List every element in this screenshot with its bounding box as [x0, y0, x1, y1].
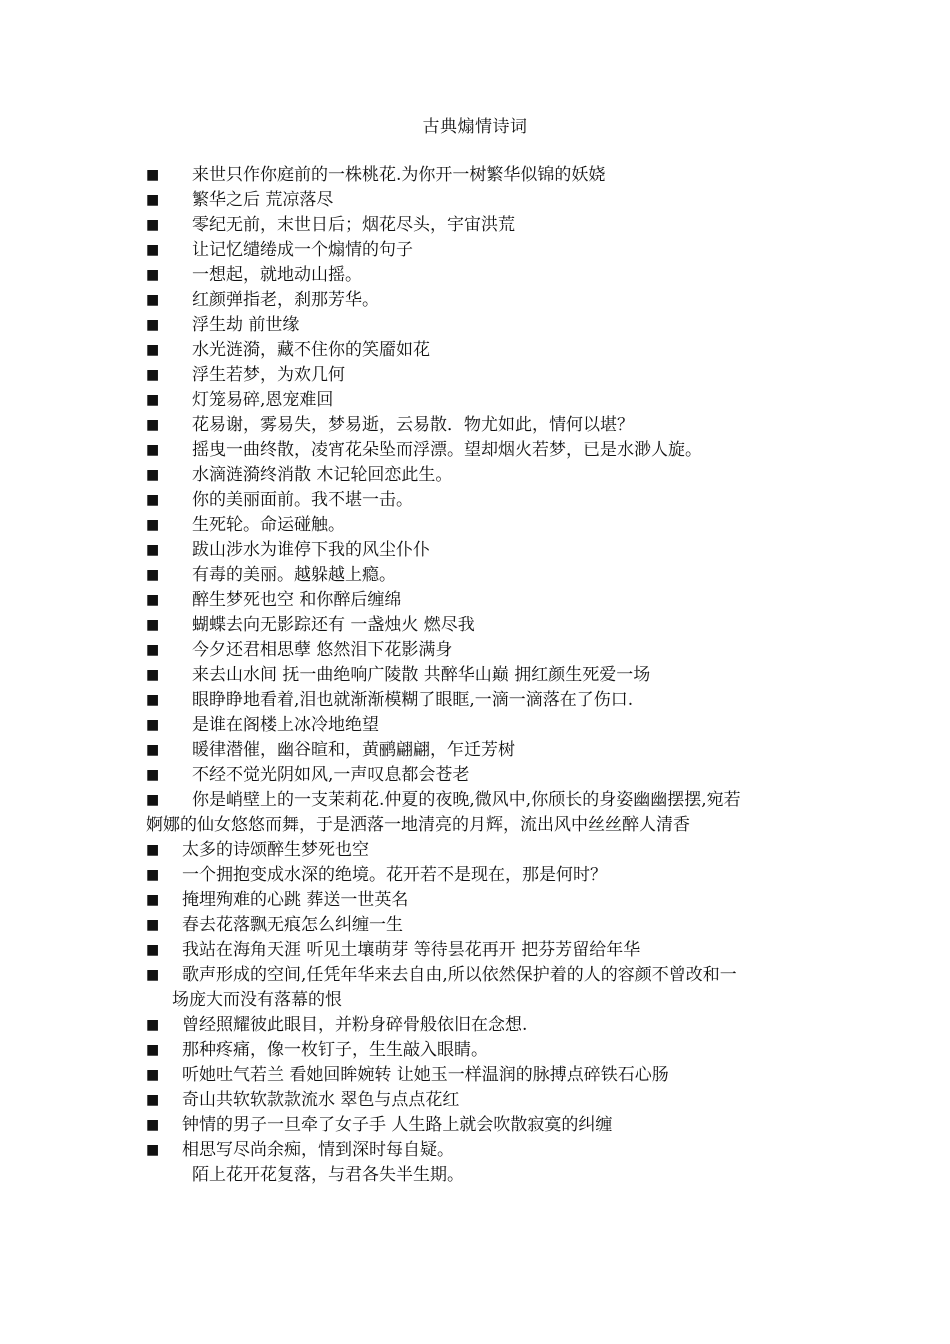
bullet-icon: ■: [146, 567, 160, 583]
poem-paragraph-first-line: 歌声形成的空间,任凭年华来去自由,所以依然保护着的人的容颜不曾改和一: [182, 965, 737, 985]
bullet-icon: ■: [146, 1042, 160, 1058]
bullet-icon: ■: [146, 167, 160, 183]
poem-line: [146, 538, 816, 563]
poem-line-text: 掩埋殉难的心跳 葬送一世英名: [182, 890, 409, 910]
poem-line: [146, 688, 816, 713]
bullet-icon: ■: [146, 942, 160, 958]
poem-line: [146, 213, 816, 238]
bullet-icon: ■: [146, 717, 160, 733]
poem-line-text: 太多的诗颂醉生梦死也空: [182, 840, 369, 860]
poem-line: [146, 363, 816, 388]
poem-line-text: 暖律潜催，幽谷暄和，黄鹂翩翩，乍迁芳树: [192, 740, 515, 760]
poem-lines: [146, 163, 816, 1188]
poem-line: [146, 1163, 816, 1188]
poem-line: [146, 588, 816, 613]
poem-line: [146, 913, 816, 938]
bullet-icon: ■: [146, 792, 160, 808]
poem-line-text: 来世只作你庭前的一株桃花.为你开一树繁华似锦的妖娆: [192, 165, 606, 185]
poem-line-text: 今夕还君相思孽 悠然泪下花影满身: [192, 640, 453, 660]
bullet-icon: ■: [146, 1142, 160, 1158]
poem-line: [146, 1038, 816, 1063]
poem-line: [146, 438, 816, 463]
poem-paragraph: [146, 788, 816, 838]
bullet-icon: ■: [146, 292, 160, 308]
poem-line-text: 有毒的美丽。越躲越上瘾。: [192, 565, 396, 585]
bullet-icon: ■: [146, 267, 160, 283]
poem-line-text: 听她吐气若兰 看她回眸婉转 让她玉一样温润的脉搏点碎铁石心肠: [182, 1065, 669, 1085]
bullet-icon: ■: [146, 1017, 160, 1033]
poem-line: [146, 1138, 816, 1163]
poem-line: [146, 413, 816, 438]
poem-line: [146, 938, 816, 963]
poem-line-text: 来去山水间 抚一曲绝响广陵散 共醉华山巅 拥红颜生死爱一场: [192, 665, 651, 685]
bullet-icon: ■: [146, 692, 160, 708]
bullet-icon: ■: [146, 342, 160, 358]
poem-line: [146, 713, 816, 738]
poem-line-text: 摇曳一曲终散，凌宵花朵坠而浮漂。望却烟火若梦，已是水渺人旋。: [192, 440, 702, 460]
poem-line: [146, 463, 816, 488]
bullet-icon: ■: [146, 467, 160, 483]
bullet-icon: ■: [146, 917, 160, 933]
poem-line: [146, 488, 816, 513]
poem-line: [146, 1113, 816, 1138]
bullet-icon: ■: [146, 742, 160, 758]
poem-line-text: 陌上花开花复落，与君各失半生期。: [192, 1165, 464, 1185]
bullet-icon: ■: [146, 767, 160, 783]
bullet-icon: ■: [146, 867, 160, 883]
poem-line-text: 我站在海角天涯 听见土壤萌芽 等待昙花再开 把芬芳留给年华: [182, 940, 641, 960]
bullet-icon: ■: [146, 542, 160, 558]
poem-line-text: 生死轮。命运碰触。: [192, 515, 345, 535]
bullet-icon: ■: [146, 592, 160, 608]
bullet-icon: ■: [146, 892, 160, 908]
bullet-icon: ■: [146, 642, 160, 658]
poem-line-text: 灯笼易碎,恩宠难回: [192, 390, 334, 410]
poem-line: [146, 888, 816, 913]
poem-line: [146, 763, 816, 788]
bullet-icon: ■: [146, 392, 160, 408]
poem-paragraph-first-line: 你是峭壁上的一支茉莉花.仲夏的夜晚,微风中,你颀长的身姿幽幽摆摆,宛若: [192, 790, 741, 810]
poem-line-text: 浮生劫 前世缘: [192, 315, 300, 335]
bullet-icon: ■: [146, 617, 160, 633]
poem-line-text: 水光涟漪，藏不住你的笑靥如花: [192, 340, 430, 360]
poem-line-text: 那种疼痛，像一枚钉子，生生敲入眼睛。: [182, 1040, 488, 1060]
poem-line-text: 蝴蝶去向无影踪还有 一盏烛火 燃尽我: [192, 615, 475, 635]
bullet-icon: ■: [146, 242, 160, 258]
poem-paragraph: [146, 963, 816, 1013]
poem-line: [146, 388, 816, 413]
bullet-icon: ■: [146, 492, 160, 508]
poem-line: [146, 1013, 816, 1038]
bullet-icon: ■: [146, 667, 160, 683]
poem-line: [146, 238, 816, 263]
poem-line: [146, 513, 816, 538]
poem-line: [146, 663, 816, 688]
poem-line: [146, 613, 816, 638]
poem-line-text: 钟情的男子一旦牵了女子手 人生路上就会吹散寂寞的纠缠: [182, 1115, 613, 1135]
poem-line: [146, 263, 816, 288]
poem-line: [146, 338, 816, 363]
poem-line-text: 眼睁睁地看着,泪也就渐渐模糊了眼眶,一滴一滴落在了伤口.: [192, 690, 634, 710]
poem-line-text: 曾经照耀彼此眼目，并粉身碎骨般依旧在念想.: [182, 1015, 528, 1035]
poem-line-text: 一个拥抱变成水深的绝境。花开若不是现在，那是何时？: [182, 865, 607, 885]
poem-paragraph-continuation: 婀娜的仙女悠悠而舞，于是洒落一地清亮的月辉，流出风中丝丝醉人清香: [146, 815, 690, 835]
poem-line: [146, 563, 816, 588]
poem-line-text: 繁华之后 荒凉落尽: [192, 190, 334, 210]
poem-line: [146, 1088, 816, 1113]
poem-line-text: 零纪无前，末世日后；烟花尽头，宇宙洪荒: [192, 215, 515, 235]
poem-line: [146, 313, 816, 338]
bullet-icon: ■: [146, 417, 160, 433]
poem-line-text: 花易谢，雾易失，梦易逝，云易散．物尤如此，情何以堪？: [192, 415, 634, 435]
poem-line-text: 醉生梦死也空 和你醉后缠绵: [192, 590, 402, 610]
poem-line: [146, 1063, 816, 1088]
poem-line-text: 浮生若梦，为欢几何: [192, 365, 345, 385]
poem-line-text: 奇山共软软款款流水 翠色与点点花红: [182, 1090, 460, 1110]
bullet-icon: ■: [146, 1092, 160, 1108]
bullet-icon: ■: [146, 217, 160, 233]
poem-line-text: 春去花落飘无痕怎么纠缠一生: [182, 915, 403, 935]
poem-line: [146, 838, 816, 863]
bullet-icon: ■: [146, 842, 160, 858]
poem-line-text: 相思写尽尚余痴，情到深时每自疑。: [182, 1140, 454, 1160]
poem-line: [146, 163, 816, 188]
poem-line-text: 跋山涉水为谁停下我的风尘仆仆: [192, 540, 430, 560]
poem-line: [146, 288, 816, 313]
poem-line-text: 水滴涟漪终消散 木记轮回恋此生。: [192, 465, 453, 485]
bullet-icon: ■: [146, 317, 160, 333]
poem-line-text: 是谁在阁楼上冰冷地绝望: [192, 715, 379, 735]
poem-line-text: 你的美丽面前。我不堪一击。: [192, 490, 413, 510]
poem-line: [146, 188, 816, 213]
bullet-icon: ■: [146, 1117, 160, 1133]
bullet-icon: ■: [146, 192, 160, 208]
poem-line-text: 一想起，就地动山摇。: [192, 265, 362, 285]
poem-line-text: 不经不觉光阴如风,一声叹息都会苍老: [192, 765, 470, 785]
poem-line-text: 让记忆缱绻成一个煽情的句子: [192, 240, 413, 260]
poem-line-text: 红颜弹指老，刹那芳华。: [192, 290, 379, 310]
bullet-icon: ■: [146, 367, 160, 383]
poem-line: [146, 863, 816, 888]
document-title: 古典煽情诗词: [422, 117, 528, 137]
bullet-icon: ■: [146, 1067, 160, 1083]
poem-line: [146, 638, 816, 663]
bullet-icon: ■: [146, 442, 160, 458]
bullet-icon: ■: [146, 967, 160, 983]
poem-paragraph-continuation: 场庞大而没有落幕的恨: [172, 990, 342, 1010]
poem-line: [146, 738, 816, 763]
bullet-icon: ■: [146, 517, 160, 533]
